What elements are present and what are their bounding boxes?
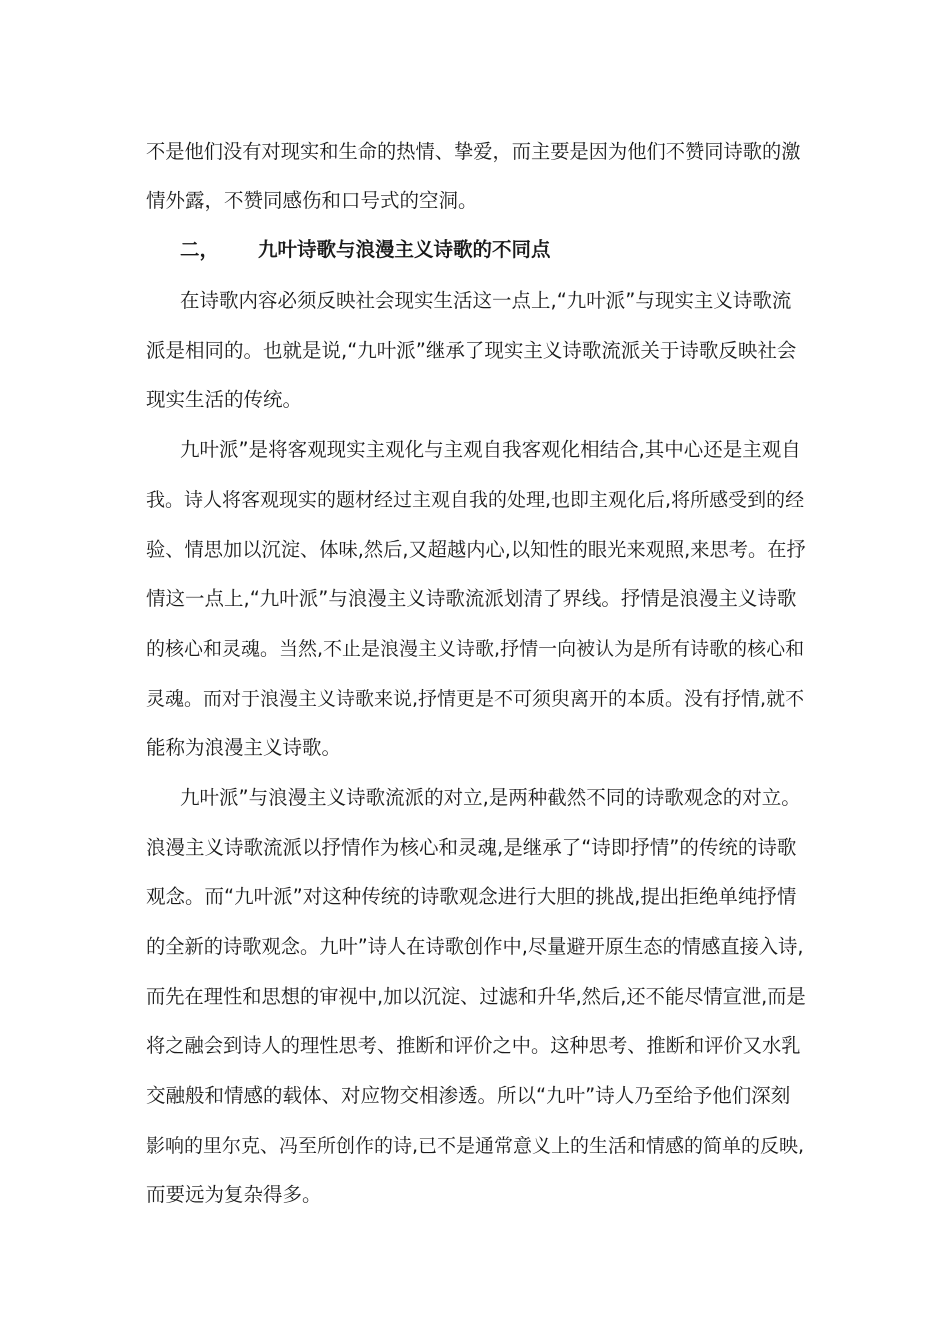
text-line: 验、情思加以沉淀、体味,然后,又超越内心,以知性的眼光来观照,来思考。在抒 [146, 538, 806, 561]
section-title: 九叶诗歌与浪漫主义诗歌的不同点 [258, 238, 551, 261]
text-line: 派是相同的。也就是说,“九叶派”继承了现实主义诗歌流派关于诗歌反映社会 [146, 339, 797, 362]
text-line: 现实生活的传统。 [146, 388, 303, 411]
text-line: 观念。而“九叶派”对这种传统的诗歌观念进行大胆的挑战,提出拒绝单纯抒情 [146, 885, 797, 908]
text-line: 影响的里尔克、冯至所创作的诗,已不是通常意义上的生活和情感的简单的反映, [146, 1135, 805, 1157]
text-line: 情这一点上,“九叶派”与浪漫主义诗歌流派划清了界线。抒情是浪漫主义诗歌 [146, 587, 797, 610]
section-heading [180, 237, 551, 263]
text-line: 的全新的诗歌观念。九叶”诗人在诗歌创作中,尽量避开原生态的情感直接入诗, [146, 935, 804, 958]
text-line: 将之融会到诗人的理性思考、推断和评价之中。这种思考、推断和评价又水乳 [146, 1034, 801, 1057]
paragraph-first-line: 九叶派”与浪漫主义诗歌流派的对立,是两种截然不同的诗歌观念的对立。 [180, 786, 801, 809]
paragraph-first-line: 在诗歌内容必须反映社会现实生活这一点上,“九叶派”与现实主义诗歌流 [180, 289, 792, 312]
text-line: 我。诗人将客观现实的题材经过主观自我的处理,也即主观化后,将所感受到的经 [146, 489, 805, 511]
text-line: 交融般和情感的载体、对应物交相渗透。所以“九叶”诗人乃至给予他们深刻 [146, 1084, 791, 1107]
text-line: 情外露，不赞同感伤和口号式的空洞。 [146, 189, 478, 212]
text-line: 的核心和灵魂。当然,不止是浪漫主义诗歌,抒情一向被认为是所有诗歌的核心和 [146, 638, 805, 660]
section-number: 二， [180, 238, 220, 261]
paragraph-first-line: 九叶派”是将客观现实主观化与主观自我客观化相结合,其中心还是主观自 [180, 438, 801, 461]
text-line: 而要远为复杂得多。 [146, 1183, 322, 1206]
text-line: 不是他们没有对现实和生命的热情、挚爱，而主要是因为他们不赞同诗歌的激 [146, 140, 801, 163]
text-line: 灵魂。而对于浪漫主义诗歌来说,抒情更是不可须臾离开的本质。没有抒情,就不 [146, 688, 805, 710]
text-line: 而先在理性和思想的审视中,加以沉淀、过滤和升华,然后,还不能尽情宣泄,而是 [146, 985, 806, 1008]
text-line: 能称为浪漫主义诗歌。 [146, 736, 342, 759]
text-line: 浪漫主义诗歌流派以抒情作为核心和灵魂,是继承了“诗即抒情”的传统的诗歌 [146, 836, 797, 859]
